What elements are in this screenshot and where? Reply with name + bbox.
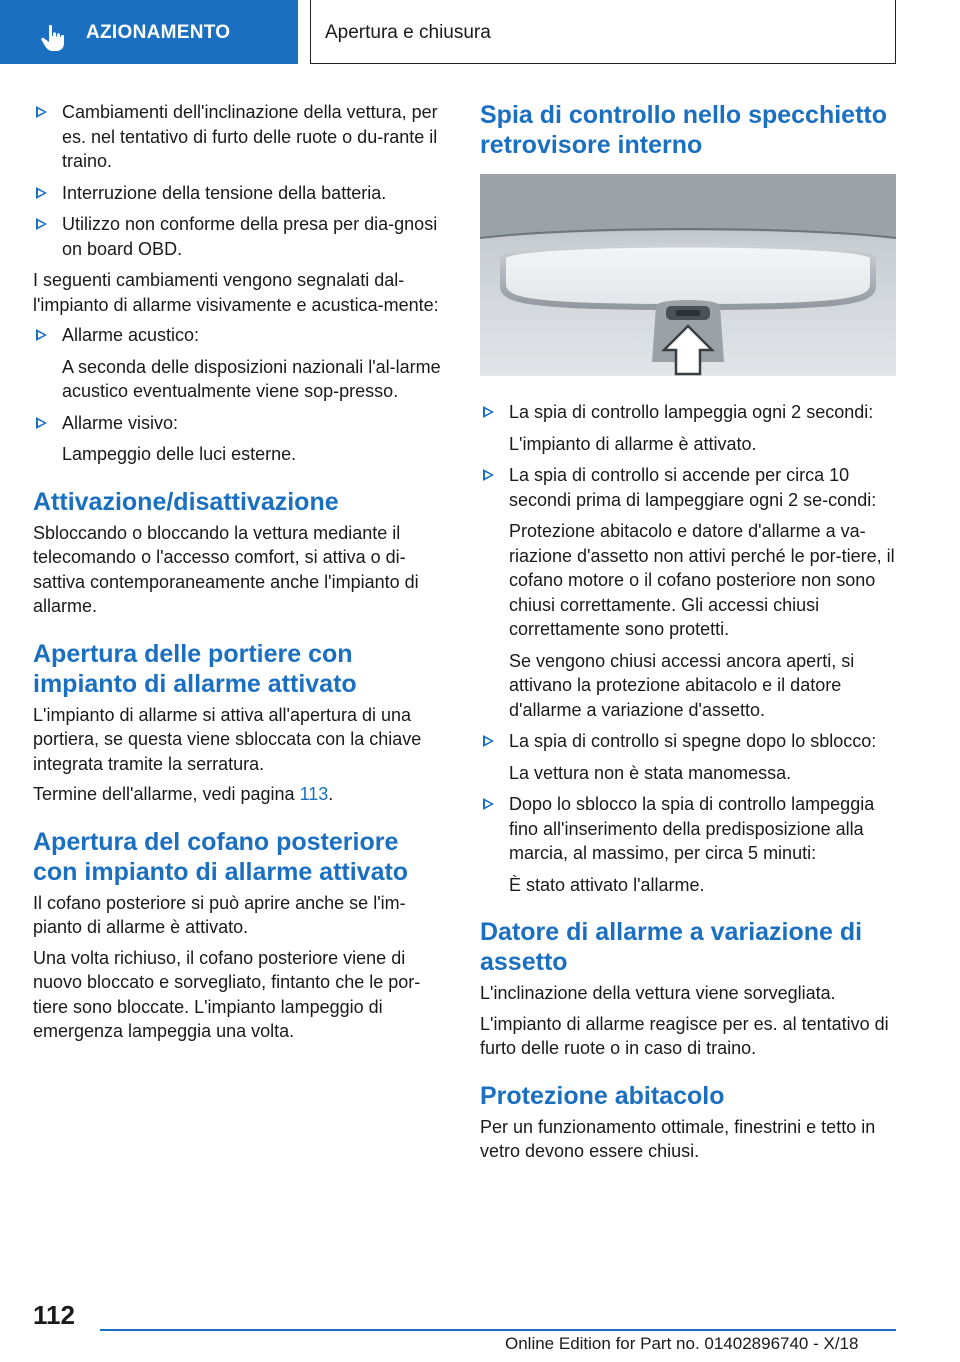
bullet-triangle-icon (36, 329, 47, 341)
rearview-mirror-image (480, 174, 896, 376)
list-item: Cambiamenti dell'inclinazione della vettura, per es. nel tentativo di furto delle ruote o du-rante il traino. (33, 100, 445, 174)
bullet-triangle-icon (36, 417, 47, 429)
interior-protection-text: Per un funzionamento ottimale, finestrini e tetto in vetro devono essere chiusi. (480, 1116, 876, 1161)
list-item: Allarme acustico: (33, 323, 445, 348)
list-item: Allarme visivo: (33, 411, 445, 436)
chapter-header (310, 0, 896, 64)
heading-indicator-light: Spia di controllo nello specchietto retrovisore interno (480, 101, 887, 159)
tailgate-text-1: Il cofano posteriore si può aprire anche se l'im-pianto di allarme è attivato. (33, 892, 406, 937)
list-item: La spia di controllo lampeggia ogni 2 secondi: (480, 400, 898, 425)
list-item-detail: La vettura non è stata manomessa. (509, 762, 792, 783)
list-item: Interruzione della tensione della batteria. (33, 181, 445, 206)
hand-pointer-icon (40, 24, 66, 52)
bullet-triangle-icon (483, 735, 494, 747)
right-column (480, 100, 898, 1170)
footer-edition: Online Edition for Part no. 01402896740 - X/18 (505, 1334, 859, 1353)
page-number: 112 (33, 1300, 75, 1330)
footer-divider (100, 1329, 896, 1331)
heading-door-opening: Apertura delle portiere con impianto di allarme attivato (33, 639, 357, 698)
bullet-triangle-icon (483, 469, 494, 481)
mirror-illustration (480, 174, 896, 376)
list-item-detail: È stato attivato l'allarme. (509, 874, 705, 895)
door-opening-text: L'impianto di allarme si attiva all'apertura di una portiera, se questa viene sbloccata con la chiave integrata tramite la serratura. (33, 704, 422, 774)
chapter-label: Apertura e chiusura (325, 22, 491, 43)
bullet-triangle-icon (483, 798, 494, 810)
list-item-detail: L'impianto di allarme è attivato. (509, 433, 757, 454)
list-item-detail: A seconda delle disposizioni nazionali l'al-larme acustico eventualmente viene sop-presso. (62, 356, 441, 401)
page-link-113[interactable]: 113 (299, 784, 329, 804)
list-item-detail: Lampeggio delle luci esterne. (62, 444, 297, 464)
section-label: AZIONAMENTO (86, 22, 231, 43)
heading-interior-protection: Protezione abitacolo (480, 1081, 725, 1110)
heading-tilt-sensor: Datore di allarme a variazione di assetto (480, 918, 863, 976)
alarm-end-reference: Termine dell'allarme, vedi pagina 113. (33, 784, 334, 804)
heading-tailgate-opening: Apertura del cofano posteriore con impianto di allarme attivato (33, 827, 409, 886)
bullet-triangle-icon (36, 187, 47, 199)
list-item: La spia di controllo si spegne dopo lo sblocco: (480, 729, 898, 754)
heading-activation: Attivazione/disattivazione (33, 487, 339, 516)
alarm-intro-text: I seguenti cambiamenti vengono segnalati dal-l'impianto di allarme visivamente e acustica-mente: (33, 270, 439, 315)
bullet-triangle-icon (483, 406, 494, 418)
bullet-triangle-icon (36, 218, 47, 230)
activation-text: Sbloccando o bloccando la vettura mediante il telecomando o l'accesso comfort, si attiva o di-sattiva contemporaneamente anche l'impianto di allarme. (33, 522, 419, 616)
list-item-detail: Se vengono chiusi accessi ancora aperti, si attivano la protezione abitacolo e il datore d'allarme a variazione d'assetto. (509, 650, 855, 720)
section-tab[interactable] (0, 0, 298, 64)
list-item: Utilizzo non conforme della presa per dia-gnosi on board OBD. (33, 212, 445, 261)
tilt-sensor-text-1: L'inclinazione della vettura viene sorvegliata. (480, 983, 836, 1003)
bullet-triangle-icon (36, 106, 47, 118)
tailgate-text-2: Una volta richiuso, il cofano posteriore viene di nuovo bloccato e sorvegliato, fintanto che le por-tiere sono bloccate. L'impianto lampeggio di emergenza lampeggia una volta. (33, 947, 421, 1041)
list-item-detail: Protezione abitacolo e datore d'allarme a va-riazione d'assetto non attivi perché le por-tiere, il cofano motore o il cofano posteriore non sono chiusi correttamente. Gli accessi chiusi correttamente sono protetti. (509, 521, 895, 639)
left-column (33, 100, 445, 1050)
tilt-sensor-text-2: L'impianto di allarme reagisce per es. al tentativo di furto delle ruote o in caso di traino. (480, 1013, 889, 1058)
list-item: La spia di controllo si accende per circa 10 secondi prima di lampeggiare ogni 2 se-condi: (480, 463, 898, 512)
list-item: Dopo lo sblocco la spia di controllo lampeggia fino all'inserimento della predisposizione alla marcia, al massimo, per circa 5 minuti: (480, 792, 898, 866)
